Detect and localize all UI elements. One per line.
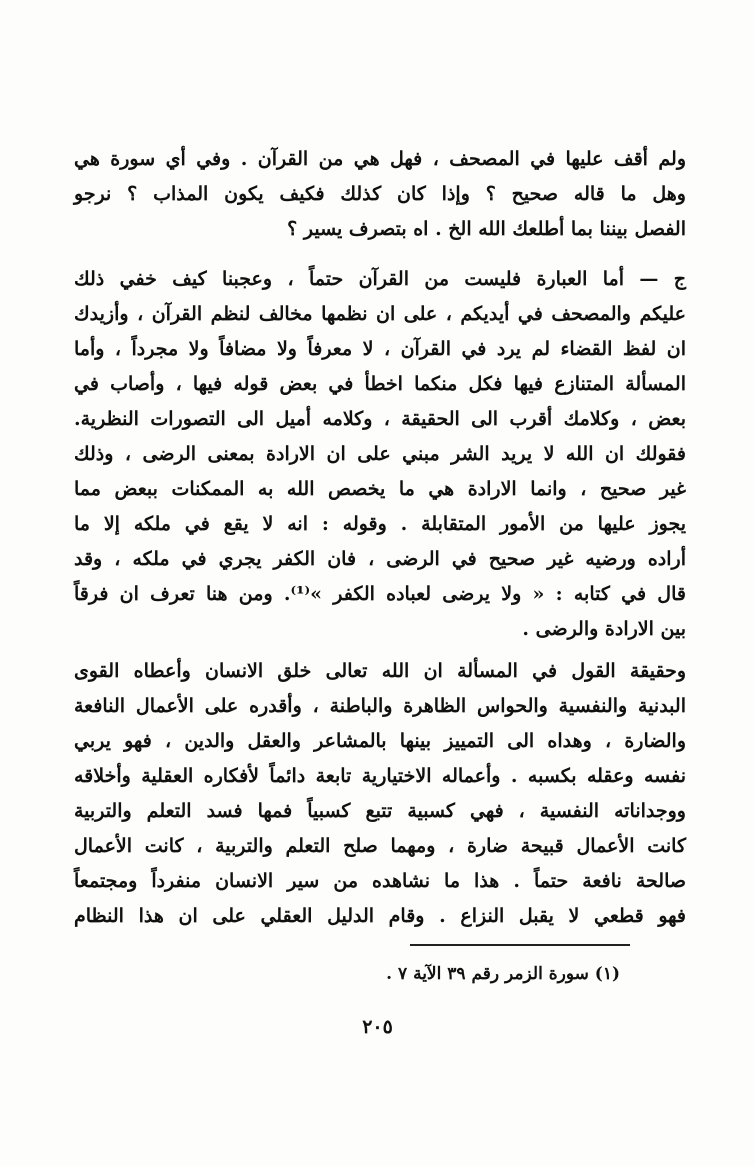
footnote-divider — [410, 944, 630, 946]
text-line: قال في كتابه : « ولا يرضى لعباده الكفر »⁽¹⁾. ومن هنا تعرف ان فرقاً — [74, 583, 686, 605]
text-line: وحقيقة القول في المسألة ان الله تعالى خلق الانسان وأعطاه القوى — [74, 660, 686, 682]
text-line: والضارة ، وهداه الى التمييز بينها بالمشاعر والعقل والدين ، فهو يربي — [74, 730, 686, 752]
text-line: ولم أقف عليها في المصحف ، فهل هي من القرآن . وفي أي سورة هي — [74, 148, 686, 170]
text-line: المسألة المتنازع فيها فكل منكما اخطأ في بعض قوله فيها ، وأصاب في — [74, 373, 686, 395]
text-line: غير صحيح ، وانما الارادة هي ما يخصص الله به الممكنات ببعض مما — [74, 478, 686, 500]
footnote: (١) سورة الزمر رقم ٣٩ الآية ٧ . — [386, 964, 620, 984]
text-line: أراده ورضيه غير صحيح في الرضى ، فان الكفر يجري في ملكه ، وقد — [74, 548, 686, 570]
text-line: وهل ما قاله صحيح ؟ وإذا كان كذلك فكيف يكون المذاب ؟ نرجو — [74, 183, 686, 205]
text-line: البدنية والنفسية والحواس الظاهرة والباطنة ، وأقدره على الأعمال النافعة — [74, 695, 686, 717]
text-line: عليكم والمصحف في أيديكم ، على ان نظمها مخالف لنظم القرآن ، وأزيدك — [74, 303, 686, 325]
text-line: فهو قطعي لا يقبل النزاع . وقام الدليل العقلي على ان هذا النظام — [74, 905, 686, 927]
paragraph-question — [74, 142, 686, 247]
paragraph-answer — [74, 262, 686, 647]
text-line: فقولك ان الله لا يريد الشر مبني على ان الارادة بمعنى الرضى ، وذلك — [74, 443, 686, 465]
text-line: صالحة نافعة حتماً . هذا ما نشاهده من سير الانسان منفرداً ومجتمعاً — [74, 870, 686, 892]
text-line: بعض ، وكلامك أقرب الى الحقيقة ، وكلامه أميل الى التصورات النظرية. — [74, 408, 686, 430]
text-line: الفصل بيننا بما أطلعك الله الخ . اه بتصرف يسير ؟ — [287, 218, 686, 240]
text-line: يجوز عليها من الأمور المتقابلة . وقوله : انه لا يقع في ملكه إلا ما — [74, 513, 686, 535]
text-line: بين الارادة والرضى . — [522, 618, 686, 640]
paragraph-explanation — [74, 654, 686, 934]
text-line: ج — أما العبارة فليست من القرآن حتماً ، وعجبنا كيف خفي ذلك — [74, 268, 686, 290]
text-line: ان لفظ القضاء لم يرد في القرآن ، لا معرفاً ولا مضافاً ولا مجرداً ، وأما — [74, 338, 687, 360]
page-number: ٢٠٥ — [362, 1016, 393, 1038]
text-line: كانت الأعمال قبيحة ضارة ، ومهما صلح التعلم والتربية ، كانت الأعمال — [74, 835, 686, 857]
text-line: نفسه وعقله بكسبه . وأعماله الاختيارية تابعة دائماً لأفكاره العقلية وأخلاقه — [74, 765, 686, 787]
text-line: ووجداناته النفسية ، فهي كسبية تتبع كسبياً فمها فسد التعلم والتربية — [74, 800, 686, 822]
